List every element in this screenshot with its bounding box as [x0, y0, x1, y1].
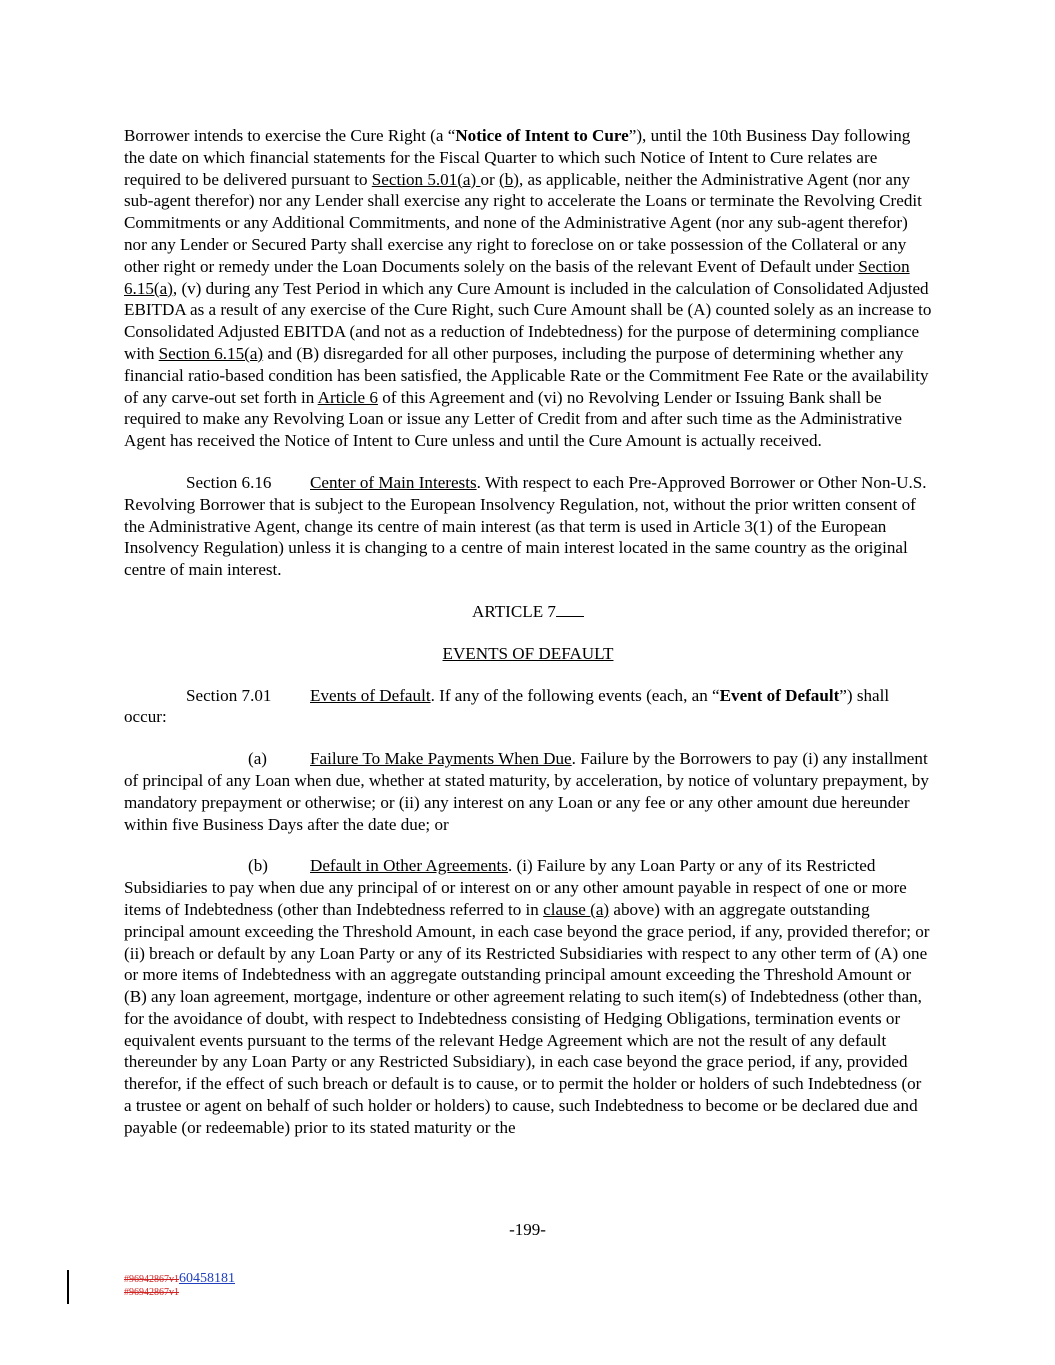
clause-a: (a) Failure To Make Payments When Due. Failure by the Borrowers to pay (i) any installment of principal of any Loan when due, whether at stated maturity, by acceleration, by notice of voluntary prepayment, by mandatory prepayment or otherwise; or (ii) any interest on any Loan or any fee or any other amount due hereunder within five Business Days after the date due; or — [124, 749, 929, 834]
clause-number: (b) — [248, 856, 268, 876]
defined-term: Notice of Intent to Cure — [455, 126, 629, 145]
change-bar — [67, 1270, 69, 1304]
section-7-01: Section 7.01 Events of Default. If any of the following events (each, an “Event of Default”) shall occur: — [124, 685, 890, 727]
clause-heading: Failure To Make Payments When Due — [310, 749, 572, 769]
cross-reference: Article 6 — [317, 387, 378, 407]
document-body — [124, 125, 932, 1139]
paragraph-cure-right: Borrower intends to exercise the Cure Right (a “Notice of Intent to Cure”), until the 10th Business Day following the date on which financial statements for the Fiscal Quarter to which such Notice of Intent to Cure relates are required to be delivered pursuant to Section 5.01(a) or (b), as applicable, neither the Administrative Agent (nor any sub-agent therefor) nor any Lender shall exercise any right to accelerate the Loans or terminate the Revolving Credit Commitments or any Additional Commitments, and none of the Administrative Agent (nor any sub-agent therefor) nor any Lender or Secured Party shall exercise any right to foreclose on or take possession of the Collateral or any other right or remedy under the Loan Documents solely on the basis of the relevant Event of Default under Section 6.15(a), (v) during any Test Period in which any Cure Amount is included in the calculation of Consolidated Adjusted EBITDA as a result of any exercise of the Cure Right, such Cure Amount shall be (A) counted solely as an increase to Consolidated Adjusted EBITDA (and not as a reduction of Indebtedness) for the purpose of determining compliance with Section 6.15(a) and (B) disregarded for all other purposes, including the purpose of determining whether any financial ratio-based condition has been satisfied, the Applicable Rate or the Commitment Fee Rate or the availability of any carve-out set forth in Article 6 of this Agreement and (vi) no Revolving Lender or Issuing Bank shall be required to make any Revolving Loan or issue any Letter of Credit from and after such time as the Administrative Agent has received the Notice of Intent to Cure unless and until the Cure Amount is actually received. — [124, 126, 932, 451]
document-id-line-1 — [124, 1272, 235, 1286]
section-heading: Events of Default — [310, 685, 431, 705]
defined-term: Event of Default — [719, 685, 840, 705]
inserted-doc-id: 60458181 — [179, 1271, 235, 1286]
clause-number: (a) — [248, 749, 267, 769]
section-number: Section 6.16 — [186, 472, 272, 492]
document-id-footer — [124, 1272, 235, 1299]
article-underline — [556, 601, 584, 617]
page-number: -199- — [509, 1220, 546, 1239]
section-heading: Center of Main Interests — [310, 472, 477, 492]
clause-b: (b) Default in Other Agreements. (i) Failure by any Loan Party or any of its Restricted Subsidiaries to pay when due any principal of or interest on or any other amount payable in respect of one or more items of Indebtedness (other than Indebtedness referred to in clause (a) above) with an aggregate outstanding principal amount exceeding the Threshold Amount, in each case beyond the grace period, if any, provided therefor; or (ii) breach or default by any Loan Party or any of its Restricted Subsidiaries with respect to any other term of (A) one or more items of Indebtedness with an aggregate outstanding principal amount exceeding the Threshold Amount or (B) any loan agreement, mortgage, indenture or other agreement relating to such item(s) of Indebtedness (other than, for the avoidance of doubt, with respect to Indebtedness consisting of Hedging Obligations, termination events or equivalent events pursuant to the terms of the relevant Hedge Agreement which are not the result of any default thereunder by any Loan Party or any Restricted Subsidiary), in each case beyond the grace period, if any, provided therefor, if the effect of such breach or default is to cause, or to permit the holder or holders of such Indebtedness (or a trustee or agent on behalf of such holder or holders) to cause, such Indebtedness to become or be declared due and payable (or redeemable) prior to its stated maturity or the — [124, 856, 930, 1137]
deleted-doc-id: #96942867v1 — [124, 1274, 179, 1285]
cross-reference: clause (a) — [543, 899, 610, 919]
article-title: EVENTS OF DEFAULT — [442, 643, 614, 663]
section-6-16: Section 6.16 Center of Main Interests. With respect to each Pre-Approved Borrower or Other Non-U.S. Revolving Borrower that is subject to the European Insolvency Regulation, not, without the prior written consent of the Administrative Agent, change its centre of main interest (as that term is used in Article 3(1) of the European Insolvency Regulation) unless it is changing to a centre of main interest located in the same country as the original centre of main interest. — [124, 472, 927, 580]
deleted-doc-id: #96942867v1 — [124, 1287, 179, 1298]
document-id-line-2 — [124, 1286, 235, 1299]
cross-reference: Section 5.01(a) — [371, 169, 481, 189]
article-label: ARTICLE 7 — [124, 601, 932, 623]
clause-heading: Default in Other Agreements — [310, 856, 508, 876]
section-number: Section 7.01 — [186, 685, 272, 705]
cross-reference: (b) — [499, 169, 519, 189]
cross-reference: Section 6.15(a) — [158, 343, 264, 363]
cross-reference: Section 6.15(a) — [124, 256, 910, 298]
